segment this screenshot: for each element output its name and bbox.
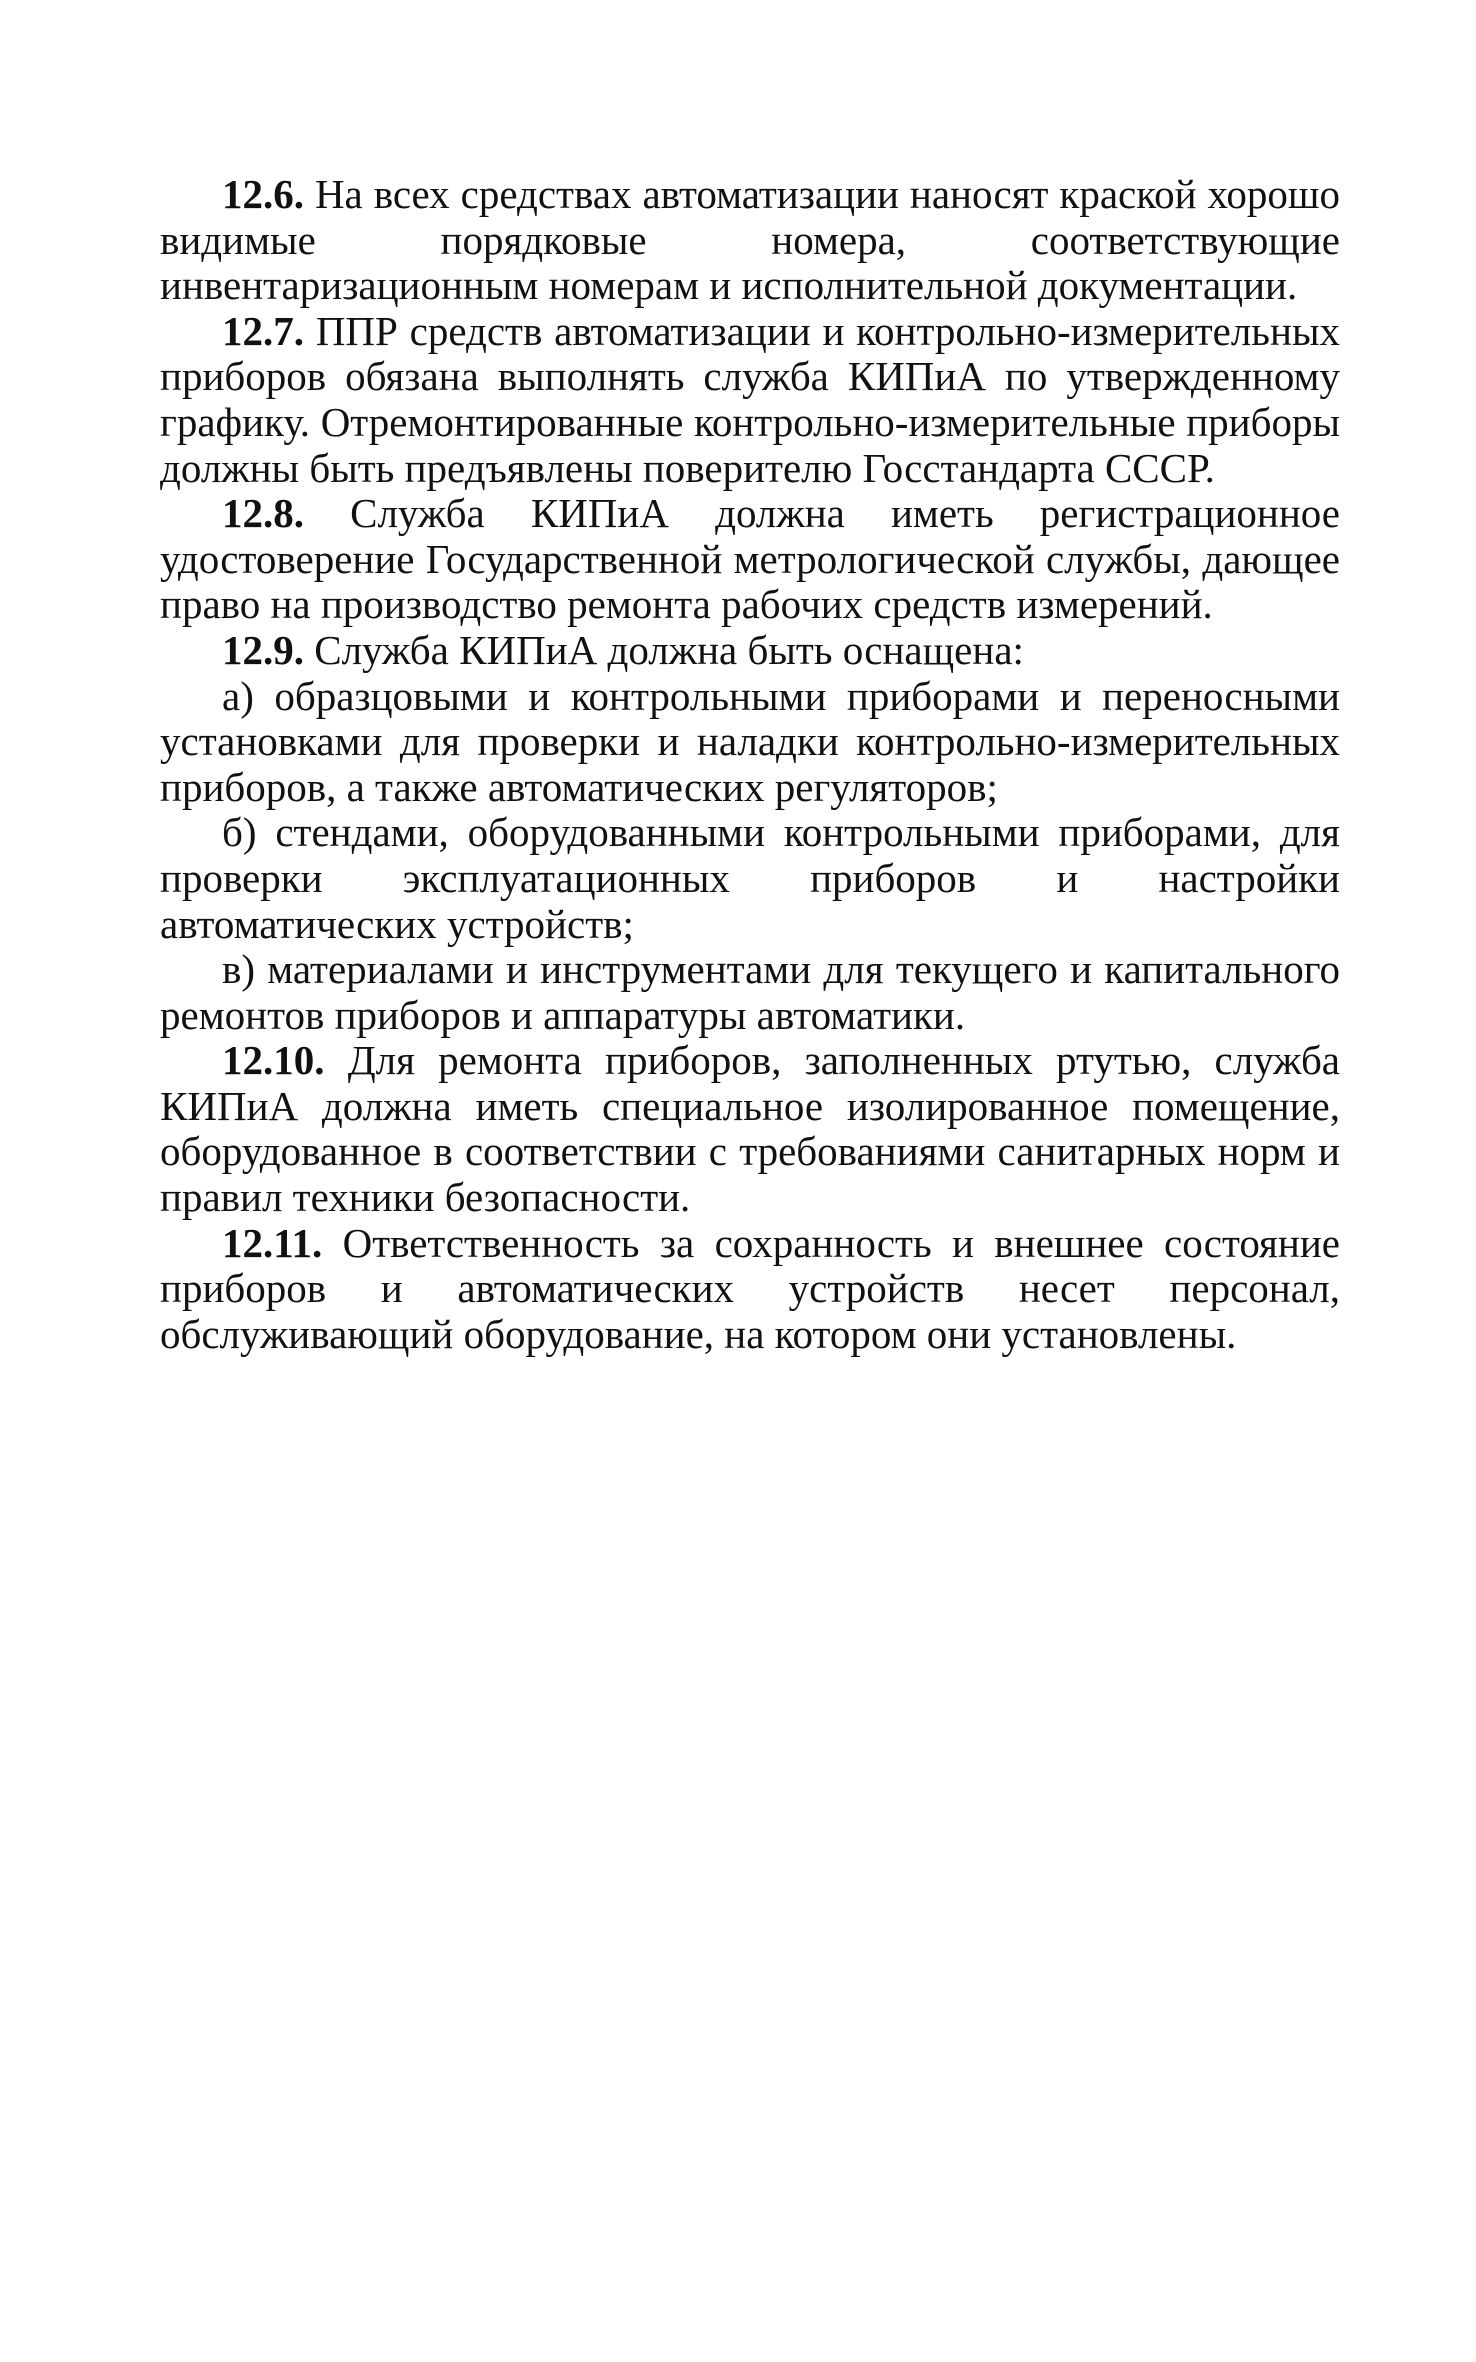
paragraph-text: ППР средств автоматизации и контрольно-измерительных приборов обязана выполнять служба КИПиА по утвержденному графику. Отремонтированные контрольно-измерительные приборы должны быть предъявлены поверителю Госстандарта СССР. [160,307,1340,491]
paragraph-number: 12.7. [222,307,304,354]
paragraph-12-7 [160,309,1340,491]
paragraph-number: 12.8. [222,490,304,537]
paragraph-number: 12.9. [222,626,304,673]
paragraph-12-9 [160,628,1340,674]
paragraph-number: 12.6. [222,171,304,217]
paragraph-text: Служба КИПиА должна быть оснащена: [314,626,1024,673]
paragraph-text: а) образцовыми и контрольными приборами и переносными установками для проверки и наладки контрольно-измерительных приборов, а также автоматических регуляторов; [160,672,1340,810]
paragraph-text: Для ремонта приборов, заполненных ртутью, служба КИПиА должна иметь специальное изолированное помещение, оборудованное в соответствии с требованиями санитарных норм и правил техники безопасности. [160,1037,1341,1221]
paragraph-number: 12.10. [222,1037,325,1084]
paragraph-12-8 [160,491,1340,628]
paragraph-number: 12.11. [222,1219,323,1266]
list-item-b [160,810,1340,947]
paragraph-text: б) стендами, оборудованными контрольными приборами, для проверки эксплуатационных приборов и настройки автоматических устройств; [160,809,1340,947]
list-item-v [160,947,1340,1038]
paragraph-12-11 [160,1221,1340,1358]
paragraph-text: в) материалами и инструментами для текущего и капитального ремонтов приборов и аппаратуры автоматики. [160,946,1340,1038]
paragraph-text: Ответственность за сохранность и внешнее состояние приборов и автоматических устройств несет персонал, обслуживающий оборудование, на котором они установлены. [160,1219,1340,1357]
list-item-a [160,674,1340,811]
paragraph-12-6 [160,172,1340,309]
document-body [160,172,1340,1357]
paragraph-text: Служба КИПиА должна иметь регистрационное удостоверение Государственной метрологической службы, дающее право на производство ремонта рабочих средств измерений. [160,490,1341,628]
paragraph-text: На всех средствах автоматизации наносят краской хорошо видимые порядковые номера, соответствующие инвентаризационным номерам и исполнительной документации. [160,171,1340,309]
paragraph-12-10 [160,1038,1340,1220]
